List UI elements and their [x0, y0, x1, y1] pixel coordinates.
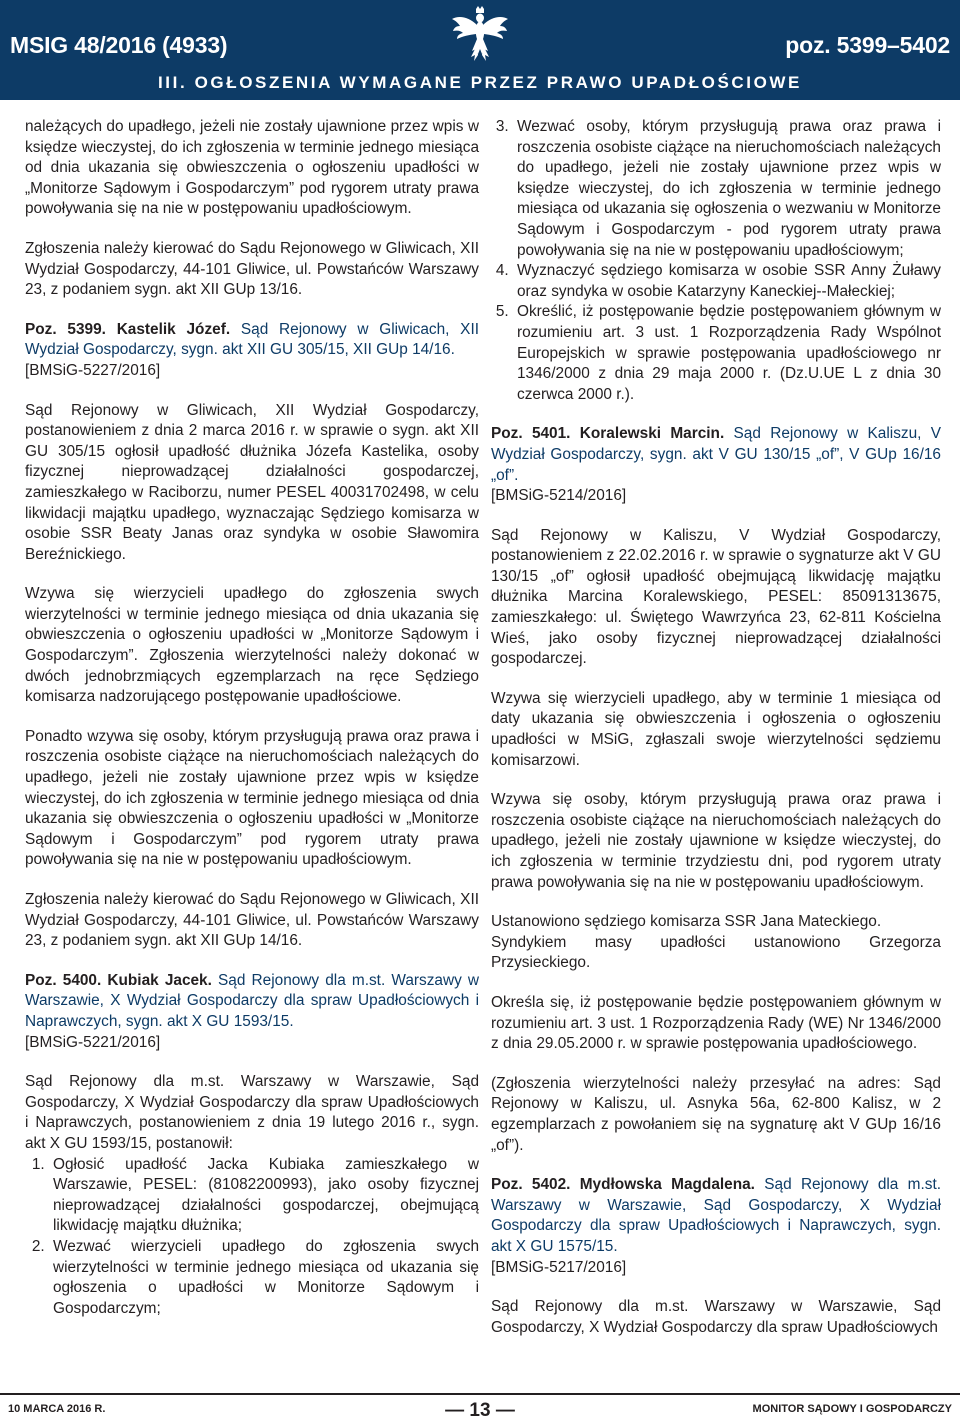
paragraph: Zgłoszenia należy kierować do Sądu Rejonowego w Gliwicach, XII Wydział Gospodarczy, 44-101 Gliwice, ul. Powstańców Warszawy 23, z podaniem sygn. akt XII GUp 13/16.: [25, 239, 479, 299]
entry-title: Poz. 5401. Koralewski Marcin.: [491, 425, 725, 443]
paragraph: Sąd Rejonowy dla m.st. Warszawy w Warszawie, Sąd Gospodarczy, X Wydział Gospodarczy dla spraw Upadłościowych: [491, 1298, 941, 1336]
polish-eagle-emblem-icon: [449, 5, 511, 67]
entry-court: Sąd Rejonowy dla m.st. Warszawy w Warszawie, X Wydział Gospodarczy dla spraw Upadłościowych i Naprawczych, sygn. akt X GU 1593/15.: [25, 971, 479, 1030]
entry-title: Poz. 5402. Mydłowska Magdalena.: [491, 1176, 755, 1194]
page-number: — 13 —: [445, 1400, 515, 1421]
entry-ref: [BMSiG-5217/2016]: [491, 1258, 627, 1276]
left-column: [25, 117, 479, 1338]
paragraph: Wzywa się osoby, którym przysługują prawa oraz prawa i roszczenia osobiste ciążące na nieruchomościach należących do upadłego, jeżeli nie zostały ujawnione w księdze wieczystej, do ich zgłoszenia w terminie trzydziestu dni, pod rygorem utraty prawa powoływania się na nie w postępowaniu upadłościowym.: [491, 791, 941, 891]
entry-court: Sąd Rejonowy dla m.st. Warszawy w Warszawie, Sąd Gospodarczy, X Wydział Gospodarczy dla spraw Upadłościowych i Naprawczych, sygn. akt X GU 1575/15.: [491, 1176, 941, 1255]
paragraph: Ponadto wzywa się osoby, którym przysługują prawa oraz prawa i roszczenia osobiste ciążące na nieruchomościach należących do upadłego, jeżeli nie zostały ujawnione przez wpis w księdze wieczystej, do ich zgłoszenia w terminie jednego miesiąca od dnia ukazania się obwieszczenia o ogłoszeniu upadłości w „Monitorze Sądowym i Gospodarczym” pod rygorem utraty prawa powoływania się na nie w postępowaniu upadłościowym.: [25, 727, 479, 869]
entry-court: Sąd Rejonowy w Gliwicach, XII Wydział Gospodarczy, sygn. akt XII GU 305/15, XII GUp 14/16.: [25, 320, 479, 359]
list-item: 4. Wyznaczyć sędziego komisarza w osobie SSR Anny Żuławy oraz syndyka w osobie Katarzyny Kaneckiej--Małeckiej;: [513, 261, 941, 302]
issue-number: MSIG 48/2016 (4933): [10, 32, 228, 58]
section-title: III. OGŁOSZENIA WYMAGANE PRZEZ PRAWO UPADŁOŚCIOWE: [157, 73, 802, 92]
entry-ref: [BMSiG-5214/2016]: [491, 487, 627, 505]
paragraph: Wzywa się wierzycieli upadłego, aby w terminie 1 miesiąca od daty ukazania się obwieszczenia i ogłoszenia o ogłoszeniu upadłości w MSiG, zgłaszali swoje wierzytelności sędziemu komisarzowi.: [491, 689, 941, 769]
entry-5400-heading: [25, 971, 479, 1033]
list-item: 3. Wezwać osoby, którym przysługują prawa oraz prawa i roszczenia osobiste ciążące na nieruchomościach należących do upadłego, jeżeli nie zostały ujawnione przez wpis w księdze wieczystej, do ich zgłoszenia w terminie jednego miesiąca od ukazania się ogłoszenia o wezwaniu w Monitorze Sądowym i Gospodarczym - pod rygorem utraty prawa powoływania się na nie w postępowaniu upadłościowym;: [513, 117, 941, 261]
entry-5402-heading: [491, 1175, 941, 1257]
right-column: [491, 117, 941, 1357]
paragraph: Sąd Rejonowy w Gliwicach, XII Wydział Gospodarczy, postanowieniem z dnia 2 marca 2016 r. w sprawie o sygn. akt XII GU 305/15 ogłosił upadłość dłużnika Józefa Kastelika, osoby fizycznej nieprowadzącej działalności gospodarczej, zamieszkałego w Raciborzu, numer PESEL 40031702498, w celu likwidacji majątku upadłego, wyznaczając Sędziego komisarza w osobie SSR Beaty Janas oraz syndyka w osobie Sławomira Bereźnickiego.: [25, 401, 479, 563]
list-item: 2. Wezwać wierzycieli upadłego do zgłoszenia swych wierzytelności w terminie jednego miesiąca od ukazania się ogłoszenia o upadłości w Monitorze Sądowym i Gospodarczym;: [49, 1237, 479, 1319]
footer-date: 10 MARCA 2016 R.: [8, 1403, 106, 1415]
paragraph: Wzywa się wierzycieli upadłego do zgłoszenia swych wierzytelności w terminie jednego miesiąca od dnia ukazania się obwieszczenia o ogłoszeniu upadłości w „Monitorze Sądowym i Gospodarczym”. Zgłoszenia wierzytelności należy dokonać w dwóch jednobrzmiących egzemplarzach na ręce Sędziego komisarza nadzorującego postępowanie upadłościowe.: [25, 585, 479, 706]
paragraph: należących do upadłego, jeżeli nie zostały ujawnione przez wpis w księdze wieczystej, do ich zgłoszenia w terminie jednego miesiąca od dnia ukazania się obwieszczenia o ogłoszeniu upadłości w „Monitorze Sądowym i Gospodarczym” pod rygorem utraty prawa powoływania się na nie w postępowaniu upadłościowym.: [25, 118, 479, 218]
entry-ref: [BMSiG-5221/2016]: [25, 1033, 161, 1051]
entry-ref: [BMSiG-5227/2016]: [25, 361, 161, 379]
paragraph: Sąd Rejonowy dla m.st. Warszawy w Warszawie, Sąd Gospodarczy, X Wydział Gospodarczy dla spraw Upadłościowych i Naprawczych, postanowieniem z dnia 19 lutego 2016 r., sygn. akt X GU 1593/15, postanowił:: [25, 1073, 479, 1152]
list-item: 5. Określić, iż postępowanie będzie postępowaniem głównym w rozumieniu art. 3 ust. 1 Rozporządzenia Rady Wspólnot Europejskich w sprawie postępowania upadłościowego nr 1346/2000 z dnia 29 maja 2000 r. (Dz.U.UE L z dnia 30 czerwca 2000 r.).: [513, 302, 941, 405]
list-item: 1. Ogłosić upadłość Jacka Kubiaka zamieszkałego w Warszawie, PESEL: (81082200993), jako osoby fizycznej nieprowadzącej działalności gospodarczej, obejmującą likwidację majątku dłużnika;: [49, 1155, 479, 1237]
paragraph: Określa się, iż postępowanie będzie postępowaniem głównym w rozumieniu art. 3 ust. 1 Rozporządzenia Rady (WE) Nr 1346/2000 z dnia 29.05.2000 r. w sprawie postępowania upadłościowego.: [491, 993, 941, 1053]
entry-5401-heading: [491, 424, 941, 486]
paragraph: Ustanowiono sędziego komisarza SSR Jana Mateckiego.: [491, 913, 882, 931]
paragraph: (Zgłoszenia wierzytelności należy przesyłać na adres: Sąd Rejonowy w Kaliszu, ul. Asnyka 56a, 62-800 Kalisz, w 2 egzemplarzach z powołaniem się na sygnaturę akt V GUp 16/16 „of”).: [491, 1074, 941, 1154]
ordered-list: [25, 1155, 479, 1320]
entry-5399-heading: [25, 320, 479, 361]
paragraph: Sąd Rejonowy w Kaliszu, V Wydział Gospodarczy, postanowieniem z 22.02.2016 r. w sprawie o sygnaturze akt V GU 130/15 „of” ogłosił upadłość obejmującą likwidację majątku dłużnika Marcina Koralewskiego, PESEL: 85091313675, zamieszkałego: ul. Świętego Wawrzyńca 23, 62-811 Kościelna Wieś, jako osoby fizycznej nieprowadzącej działalności gospodarczej.: [491, 526, 941, 668]
positions-range: poz. 5399–5402: [785, 32, 950, 58]
entry-title: Poz. 5399. Kastelik Józef.: [25, 320, 231, 338]
footer-rule: [0, 1393, 960, 1395]
paragraph: Zgłoszenia należy kierować do Sądu Rejonowego w Gliwicach, XII Wydział Gospodarczy, 44-101 Gliwice, ul. Powstańców Warszawy 23, z podaniem sygn. akt XII GUp 14/16.: [25, 891, 479, 950]
paragraph: Syndykiem masy upadłości ustanowiono Grzegorza Przysieckiego.: [491, 933, 941, 972]
header-bar: [0, 0, 960, 100]
entry-title: Poz. 5400. Kubiak Jacek.: [25, 971, 212, 989]
entry-court: Sąd Rejonowy w Kaliszu, V Wydział Gospodarczy, sygn. akt V GU 130/15 „of”, V GUp 16/16 „of”.: [491, 425, 941, 484]
footer-brand: MONITOR SĄDOWY I GOSPODARCZY: [752, 1403, 952, 1415]
ordered-list: [491, 117, 941, 405]
